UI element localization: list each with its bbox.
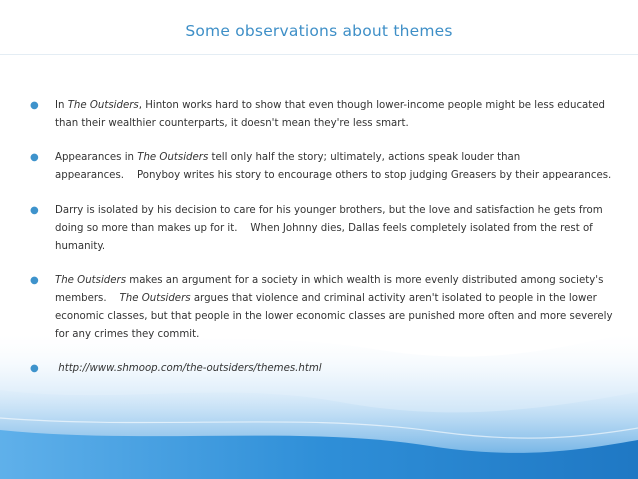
bullet-line xyxy=(55,220,615,238)
bullet-line xyxy=(55,97,615,115)
text-span: doing so more than makes up for it. When Johnny dies, Dallas feels completely isolated from the rest of xyxy=(55,223,593,234)
book-title: The Outsiders xyxy=(55,275,127,286)
text-span: makes an argument for a society in which wealth is more evenly distributed among society's xyxy=(126,275,604,286)
title-divider xyxy=(0,54,638,55)
book-title: The Outsiders xyxy=(137,152,209,163)
bullet-line xyxy=(55,308,615,326)
bullet-dot-icon: ● xyxy=(30,275,39,286)
bullet-line xyxy=(55,360,615,378)
bullet-text-3 xyxy=(55,202,615,256)
bullet-text-2 xyxy=(55,149,615,185)
text-span: tell only half the story; ultimately, actions speak louder than xyxy=(208,152,521,163)
bullet-text-4 xyxy=(55,272,615,344)
slide-title: Some observations about themes xyxy=(185,22,453,40)
text-span: , Hinton works hard to show that even though lower-income people might be less educated xyxy=(138,100,606,111)
bullet-line xyxy=(55,167,615,185)
bullet-line xyxy=(55,202,615,220)
book-title: The Outsiders xyxy=(67,100,139,111)
bullet-text-1 xyxy=(55,97,615,133)
text-span: appearances. Ponyboy writes his story to encourage others to stop judging Greasers by their appearances. xyxy=(55,170,612,181)
text-span: Darry is isolated by his decision to care for his younger brothers, but the love and satisfaction he gets from xyxy=(55,205,603,216)
text-span: argues that violence and criminal activity aren't isolated to people in the lower xyxy=(190,293,597,304)
bullet-line xyxy=(55,115,615,133)
bullet-line xyxy=(55,326,615,344)
bullet-line xyxy=(55,149,615,167)
bullet-dot-icon: ● xyxy=(30,152,39,163)
bullet-line xyxy=(55,238,615,256)
bullet-line xyxy=(55,290,615,308)
source-link[interactable]: http://www.shmoop.com/the-outsiders/themes.html xyxy=(55,363,322,374)
bullet-dot-icon: ● xyxy=(30,205,39,216)
bullet-line xyxy=(55,272,615,290)
text-span: economic classes, but that people in the lower economic classes are punished more often and more severely xyxy=(55,311,613,322)
text-span: members. xyxy=(55,293,120,304)
text-span: for any crimes they commit. xyxy=(55,329,200,340)
text-span: humanity. xyxy=(55,241,106,252)
bullet-dot-icon: ● xyxy=(30,363,39,374)
text-span: In xyxy=(55,100,68,111)
book-title: The Outsiders xyxy=(119,293,191,304)
text-span: than their wealthier counterparts, it doesn't mean they're less smart. xyxy=(55,118,409,129)
bullet-text-5 xyxy=(55,360,615,378)
text-span: Appearances in xyxy=(55,152,138,163)
bullet-dot-icon: ● xyxy=(30,100,39,111)
